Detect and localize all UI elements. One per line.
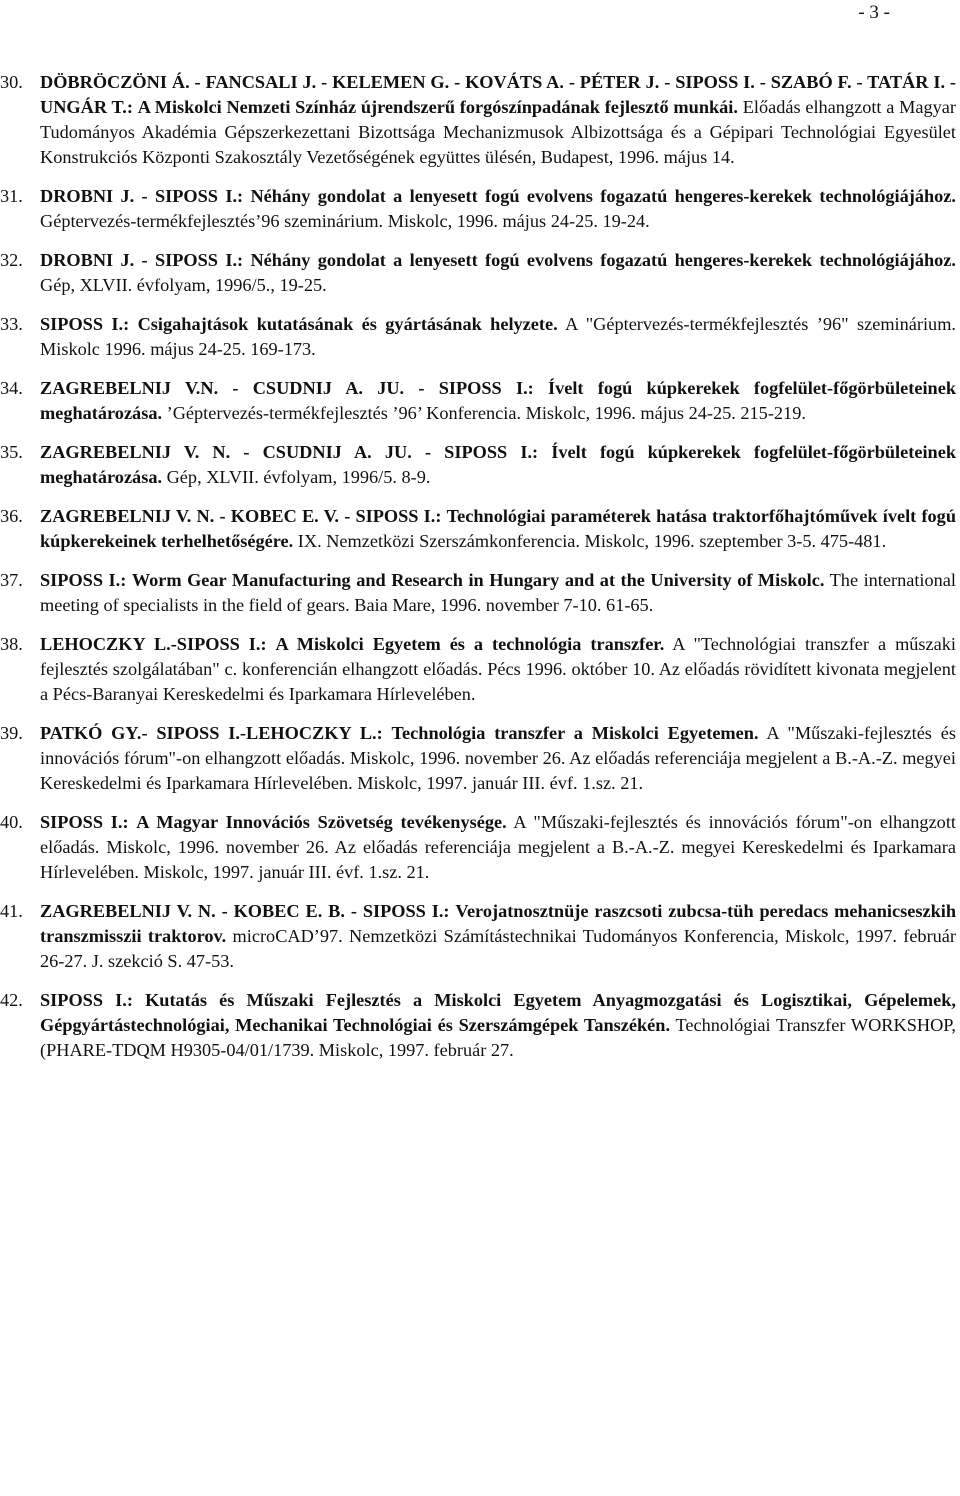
entry-authors: SIPOSS I.: (40, 990, 133, 1010)
list-item (0, 312, 960, 362)
entry-details: A "Technológiai transzfer a műszaki fejlesztés szolgálatában" c. konferencián elhangzott előadás. Pécs 1996. október 10. Az előadás rövidített kivonata megjelent a Pécs-Baranyai Kereskedelmi és Iparkamara Hírlevelében. (40, 634, 956, 704)
entry-number: 35. (0, 442, 23, 462)
entry-number: 30. (0, 72, 23, 92)
entry-details: microCAD’97. Nemzetközi Számítástechnikai Tudományos Konferencia, Miskolc, 1997. február 26-27. J. szekció S. 47-53. (40, 926, 957, 971)
entry-text (40, 376, 956, 426)
entry-title: Technológia transzfer a Miskolci Egyetemen. (391, 723, 759, 743)
entry-text (40, 70, 956, 170)
list-item (0, 70, 960, 170)
entry-title: Ívelt fogú kúpkerekek fogfelület-főgörbületeinek meghatározása. (40, 378, 956, 423)
entry-number: 42. (0, 990, 23, 1010)
entry-number: 34. (0, 378, 23, 398)
entry-number: 41. (0, 901, 23, 921)
entry-text (40, 810, 956, 885)
entry-title: A Magyar Innovációs Szövetség tevékenysége. (136, 812, 507, 832)
entry-details: ’Géptervezés-termékfejlesztés ’96’ Konferencia. Miskolc, 1996. május 24-25. 215-219. (166, 403, 806, 423)
entry-number: 39. (0, 723, 23, 743)
entry-number: 32. (0, 250, 23, 270)
list-item (0, 632, 960, 707)
entry-text (40, 312, 956, 362)
list-item (0, 899, 960, 974)
entry-title: A Miskolci Egyetem és a technológia transzfer. (275, 634, 665, 654)
entry-authors: DÖBRÖCZÖNI Á. - FANCSALI J. - KELEMEN G. - KOVÁTS A. - PÉTER J. - SIPOSS I. - SZABÓ F. - TATÁR I. - UNGÁR T.: (40, 72, 956, 117)
entry-details: The international meeting of specialists in the field of gears. Baia Mare, 1996. november 7-10. 61-65. (40, 570, 956, 615)
entry-title: Csigahajtások kutatásának és gyártásának helyzete. (137, 314, 558, 334)
list-item (0, 721, 960, 796)
entry-details: Technológiai Transzfer WORKSHOP, (PHARE-TDQM H9305-04/01/1739. Miskolc, 1997. február 27. (40, 1015, 956, 1060)
entry-text (40, 504, 956, 554)
entry-title: Verojatnosztnüje raszcsoti zubcsa-tüh peredacs mehanicseszkih transzmisszii traktorov. (40, 901, 957, 946)
entry-details: A "Géptervezés-termékfejlesztés ’96" szeminárium. Miskolc 1996. május 24-25. 169-173. (40, 314, 956, 359)
entry-authors: PATKÓ GY.- SIPOSS I.-LEHOCZKY L.: (40, 723, 383, 743)
entry-details: IX. Nemzetközi Szerszámkonferencia. Miskolc, 1996. szeptember 3-5. 475-481. (297, 531, 887, 551)
entry-text (40, 988, 956, 1063)
entry-authors: SIPOSS I.: (40, 314, 130, 334)
list-item (0, 376, 960, 426)
list-item (0, 810, 960, 885)
list-item (0, 184, 960, 234)
list-item (0, 504, 960, 554)
entry-title: Technológiai paraméterek hatása traktorfőhajtóművek ívelt fogú kúpkerekeinek terhelhetőségére. (40, 506, 956, 551)
list-item (0, 568, 960, 618)
entry-number: 40. (0, 812, 23, 832)
entry-title: Worm Gear Manufacturing and Research in Hungary and at the University of Miskolc. (131, 570, 825, 590)
entry-authors: DROBNI J. - SIPOSS I.: (40, 186, 244, 206)
publication-list (0, 70, 960, 1077)
entry-title: Néhány gondolat a lenyesett fogú evolvens fogazatú hengeres-kerekek technológiájához. (250, 250, 956, 270)
entry-details: A "Műszaki-fejlesztés és innovációs fórum"-on elhangzott előadás. Miskolc, 1996. november 26. Az előadás referenciája megjelent a B.-A.-Z. megyei Kereskedelmi és Iparkamara Hírlevelében. Miskolc, 1997. január III. évf. 1.sz. 21. (40, 723, 956, 793)
entry-number: 37. (0, 570, 23, 590)
entry-text (40, 440, 956, 490)
entry-number: 36. (0, 506, 23, 526)
entry-authors: SIPOSS I.: (40, 570, 127, 590)
entry-details: Gép, XLVII. évfolyam, 1996/5. 8-9. (166, 467, 431, 487)
entry-details: A "Műszaki-fejlesztés és innovációs fórum"-on elhangzott előadás. Miskolc, 1996. november 26. Az előadás referenciája megjelent a B.-A.-Z. megyei Kereskedelmi és Iparkamara Hírlevelében. Miskolc, 1997. január III. évf. 1.sz. 21. (40, 812, 956, 882)
entry-number: 38. (0, 634, 23, 654)
entry-text (40, 899, 956, 974)
entry-authors: ZAGREBELNIJ V.N. - CSUDNIJ A. JU. - SIPOSS I.: (40, 378, 534, 398)
entry-title: Kutatás és Műszaki Fejlesztés a Miskolci Egyetem Anyagmozgatási és Logisztikai, Gépelemek, Gépgyártástechnológiai, Mechanikai Technológiai és Szerszámgépek Tanszékén. (40, 990, 956, 1035)
entry-text (40, 632, 956, 707)
entry-title: Néhány gondolat a lenyesett fogú evolvens fogazatú hengeres-kerekek technológiájához. (250, 186, 956, 206)
entry-details: Előadás elhangzott a Magyar Tudományos Akadémia Gépszerkezettani Bizottsága Mechanizmusok Albizottsága és a Gépipari Technológiai Egyesület Konstrukciós Központi Szakosztály Vezetőségének együttes ülésén, Budapest, 1996. május 14. (40, 97, 956, 167)
entry-title: Ívelt fogú kúpkerekek fogfelület-főgörbületeinek meghatározása. (40, 442, 956, 487)
page-number: - 3 - (858, 2, 890, 23)
list-item (0, 988, 960, 1063)
list-item (0, 248, 960, 298)
entry-authors: ZAGREBELNIJ V. N. - KOBEC E. V. - SIPOSS I.: (40, 506, 442, 526)
entry-details: Géptervezés-termékfejlesztés’96 szeminárium. Miskolc, 1996. május 24-25. 19-24. (40, 211, 650, 231)
entry-text (40, 248, 956, 298)
entry-authors: ZAGREBELNIJ V. N. - CSUDNIJ A. JU. - SIPOSS I.: (40, 442, 539, 462)
entry-details: Gép, XLVII. évfolyam, 1996/5., 19-25. (40, 275, 327, 295)
list-item (0, 440, 960, 490)
entry-text (40, 184, 956, 234)
entry-authors: LEHOCZKY L.-SIPOSS I.: (40, 634, 267, 654)
entry-authors: DROBNI J. - SIPOSS I.: (40, 250, 244, 270)
entry-number: 31. (0, 186, 23, 206)
entry-authors: ZAGREBELNIJ V. N. - KOBEC E. B. - SIPOSS I.: (40, 901, 450, 921)
entry-number: 33. (0, 314, 23, 334)
entry-text (40, 721, 956, 796)
entry-authors: SIPOSS I.: (40, 812, 129, 832)
entry-title: A Miskolci Nemzeti Színház újrendszerű forgószínpadának fejlesztő munkái. (137, 97, 738, 117)
entry-text (40, 568, 956, 618)
